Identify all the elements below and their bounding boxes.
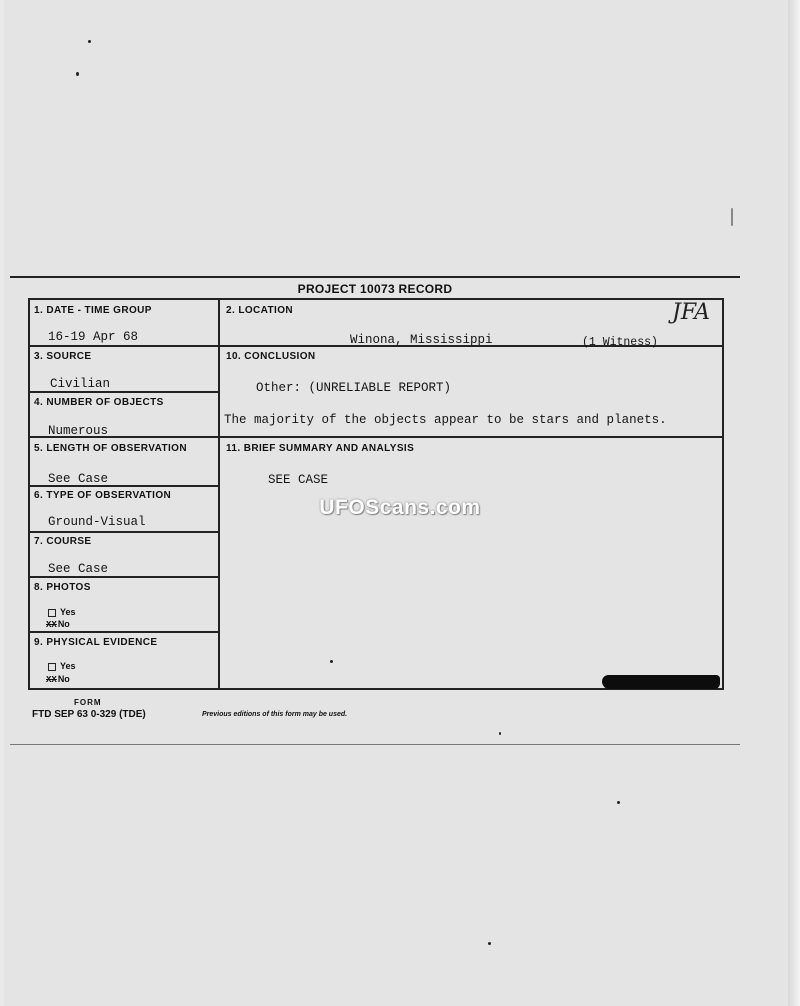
course-value: See Case xyxy=(48,562,109,576)
evidence-yes-option xyxy=(48,661,76,671)
source-label: 3. SOURCE xyxy=(34,351,92,362)
grid-divider xyxy=(28,576,218,578)
conclusion-line-2: The majority of the objects appear to be stars and planets. xyxy=(224,413,667,427)
footer-note: Previous editions of this form may be used. xyxy=(202,711,348,718)
form-title: PROJECT 10073 RECORD xyxy=(297,282,453,296)
length-of-observation-label: 5. LENGTH OF OBSERVATION xyxy=(34,443,187,454)
checkbox-icon xyxy=(48,609,56,617)
evidence-no-label: No xyxy=(57,674,70,684)
number-of-objects-value: Numerous xyxy=(48,424,109,438)
conclusion-line-1: Other: (UNRELIABLE REPORT) xyxy=(256,381,452,395)
physical-evidence-label: 9. PHYSICAL EVIDENCE xyxy=(34,637,158,648)
date-time-value: 16-19 Apr 68 xyxy=(48,330,139,344)
handwritten-initials: JFA xyxy=(672,300,711,325)
photos-label: 8. PHOTOS xyxy=(34,582,91,593)
watermark: UFOScans.com xyxy=(319,496,481,519)
scan-speck xyxy=(617,801,620,804)
scan-speck xyxy=(88,40,91,43)
grid-divider xyxy=(28,631,218,633)
number-of-objects-label: 4. NUMBER OF OBJECTS xyxy=(34,397,164,408)
scan-speck xyxy=(76,72,79,76)
grid-divider xyxy=(218,298,220,690)
scan-speck xyxy=(488,942,491,945)
scan-speck xyxy=(731,208,733,226)
summary-value: SEE CASE xyxy=(268,473,329,487)
evidence-no-option xyxy=(46,674,70,685)
grid-divider xyxy=(28,531,218,533)
witness-count: (1 Witness) xyxy=(582,336,658,349)
length-of-observation-value: See Case xyxy=(48,472,109,486)
type-of-observation-value: Ground-Visual xyxy=(48,515,146,529)
evidence-yes-label: Yes xyxy=(60,661,76,671)
footer-form-code: FTD SEP 63 0-329 (TDE) xyxy=(32,709,146,720)
location-label: 2. LOCATION xyxy=(226,305,293,316)
redaction-mark xyxy=(602,675,720,689)
source-value: Civilian xyxy=(50,377,111,391)
date-time-label: 1. DATE - TIME GROUP xyxy=(34,305,152,316)
conclusion-label: 10. CONCLUSION xyxy=(226,351,316,362)
photos-no-label: No xyxy=(57,619,70,629)
checked-mark: XX xyxy=(46,620,57,630)
type-of-observation-label: 6. TYPE OF OBSERVATION xyxy=(34,490,172,501)
photos-yes-option xyxy=(48,607,76,617)
checked-mark: XX xyxy=(46,675,57,685)
checkbox-icon xyxy=(48,663,56,671)
photos-yes-label: Yes xyxy=(60,607,76,617)
grid-divider xyxy=(28,391,218,393)
grid-divider xyxy=(28,436,724,438)
photos-no-option xyxy=(46,619,70,630)
summary-label: 11. BRIEF SUMMARY AND ANALYSIS xyxy=(226,443,415,454)
footer-form-word: FORM xyxy=(74,698,102,707)
course-label: 7. COURSE xyxy=(34,536,92,547)
location-value: Winona, Mississippi xyxy=(350,333,493,347)
